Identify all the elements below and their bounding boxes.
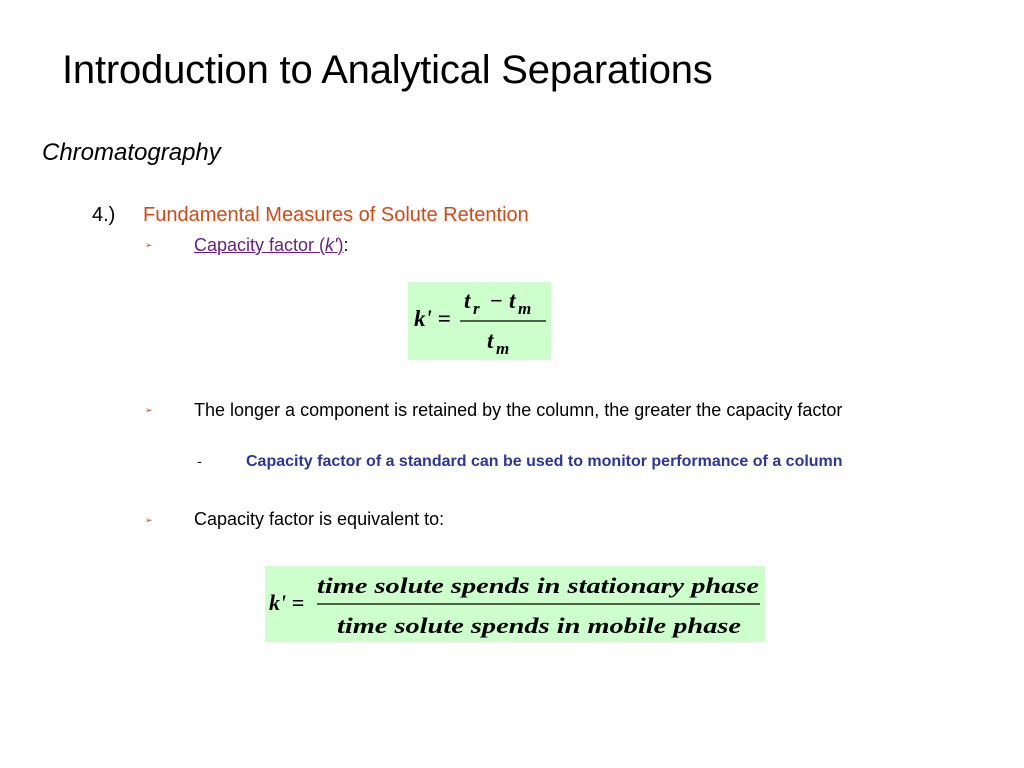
eq1-den-sub-m: m	[496, 339, 510, 358]
equation-capacity-factor	[408, 282, 551, 360]
equation-capacity-factor-words	[265, 566, 765, 642]
bullet-capacity-factor	[194, 232, 349, 259]
slide-title: Introduction to Analytical Separations	[62, 48, 713, 92]
equation-2-svg	[265, 566, 765, 642]
link-suffix: )	[337, 235, 344, 255]
link-italic: k'	[325, 235, 338, 255]
sub-bullet-dash: -	[197, 453, 202, 469]
bullet-arrow-icon: ➢	[145, 515, 153, 525]
eq1-num-sub-r: r	[473, 299, 480, 318]
eq1-minus: −	[490, 288, 503, 313]
sub-bullet-standard-text: Capacity factor of a standard can be used to monitor performance of a column	[246, 453, 843, 470]
section-subtitle: Chromatography	[42, 139, 221, 166]
link-prefix: Capacity factor (	[194, 235, 326, 255]
eq1-den-t: t	[487, 328, 494, 353]
eq2-denominator: time solute spends in mobile phase	[337, 613, 742, 638]
bullet-arrow-icon: ➢	[145, 240, 153, 250]
eq1-num-sub-m: m	[518, 299, 532, 318]
item-number: 4.)	[92, 204, 116, 226]
equation-1-svg	[408, 282, 551, 360]
bullet-retention-text: The longer a component is retained by the column, the greater the capacity factor	[194, 400, 843, 420]
item-heading: Fundamental Measures of Solute Retention	[143, 204, 529, 226]
eq1-num-t1: t	[464, 288, 471, 313]
eq2-lhs: k' =	[269, 590, 305, 615]
capacity-factor-link[interactable]	[194, 235, 343, 255]
eq2-numerator: time solute spends in stationary phase	[317, 573, 760, 598]
eq1-lhs: k' =	[414, 306, 451, 331]
eq1-num-t2: t	[509, 288, 516, 313]
bullet-arrow-icon: ➢	[145, 405, 153, 415]
bullet-equivalent-text: Capacity factor is equivalent to:	[194, 509, 445, 529]
link-colon: :	[343, 235, 349, 255]
